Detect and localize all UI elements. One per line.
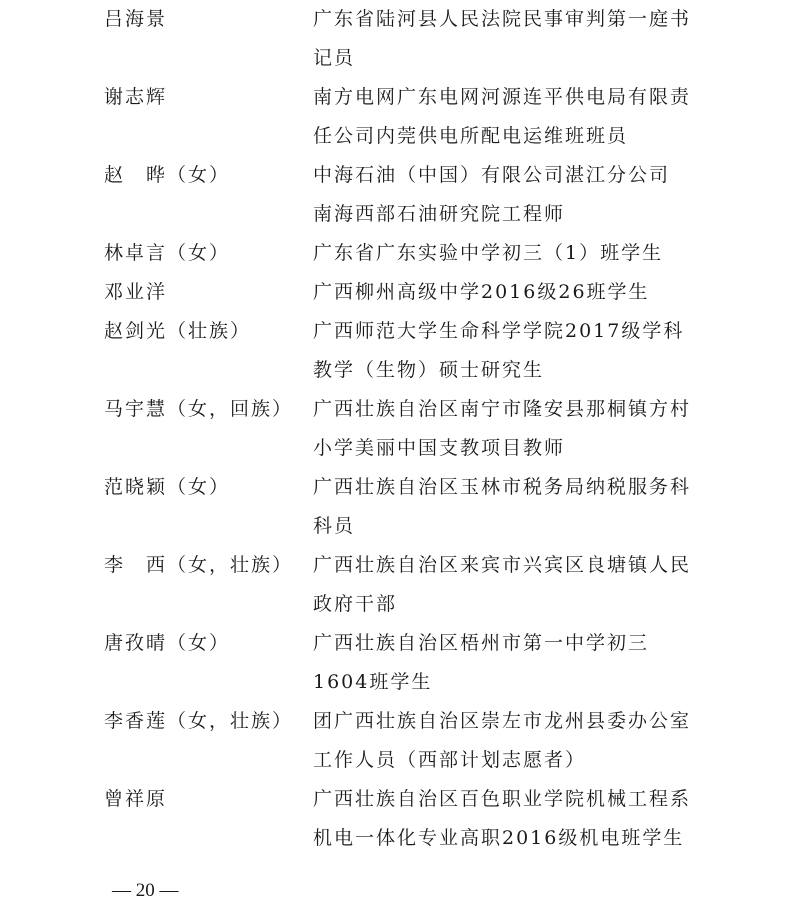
description-line: 广西壮族自治区百色职业学院机械工程系 [313, 788, 692, 810]
person-name: 马宇慧（女，回族） [104, 398, 294, 420]
list-item [0, 156, 793, 234]
description-line: 广东省广东实验中学初三（1）班学生 [313, 242, 664, 264]
description-line: 科员 [313, 515, 356, 537]
list-item [0, 702, 793, 780]
description-line: 团广西壮族自治区崇左市龙州县委办公室 [313, 710, 692, 732]
description-line: 政府干部 [313, 593, 398, 615]
list-item [0, 468, 793, 546]
description-line: 广西壮族自治区梧州市第一中学初三 [313, 632, 650, 654]
person-name: 李 西（女，壮族） [104, 554, 294, 576]
list-item [0, 273, 793, 312]
list-item [0, 234, 793, 273]
person-description [313, 234, 693, 273]
person-name: 曾祥原 [104, 788, 168, 810]
list-item [0, 780, 793, 858]
person-name: 吕海景 [104, 8, 168, 30]
person-description [313, 624, 693, 702]
person-description [313, 0, 693, 78]
person-name: 唐孜晴（女） [104, 632, 231, 654]
description-line: 南方电网广东电网河源连平供电局有限责 [313, 86, 692, 108]
description-line: 1604班学生 [313, 671, 433, 693]
description-line: 广西柳州高级中学2016级26班学生 [313, 281, 650, 303]
description-line: 工作人员（西部计划志愿者） [313, 749, 587, 771]
list-item [0, 78, 793, 156]
person-description [313, 546, 693, 624]
person-name: 李香莲（女，壮族） [104, 710, 294, 732]
description-line: 南海西部石油研究院工程师 [313, 203, 566, 225]
person-description [313, 78, 693, 156]
person-name: 谢志辉 [104, 86, 168, 108]
person-name: 赵剑光（壮族） [104, 320, 252, 342]
person-description [313, 390, 693, 468]
page-number: — 20 — [112, 880, 179, 901]
description-line: 广西壮族自治区南宁市隆安县那桐镇方村 [313, 398, 692, 420]
list-item [0, 390, 793, 468]
description-line: 教学（生物）硕士研究生 [313, 359, 545, 381]
person-description [313, 468, 693, 546]
description-line: 机电一体化专业高职2016级机电班学生 [313, 827, 685, 849]
person-description [313, 312, 693, 390]
description-line: 广西壮族自治区玉林市税务局纳税服务科 [313, 476, 692, 498]
person-description [313, 702, 693, 780]
list-item [0, 312, 793, 390]
description-line: 记员 [313, 47, 356, 69]
list-item [0, 624, 793, 702]
description-line: 任公司内莞供电所配电运维班班员 [313, 125, 629, 147]
person-description [313, 273, 693, 312]
person-description [313, 780, 693, 858]
person-name: 林卓言（女） [104, 242, 231, 264]
description-line: 中海石油（中国）有限公司湛江分公司 [313, 164, 671, 186]
description-line: 广东省陆河县人民法院民事审判第一庭书 [313, 8, 692, 30]
list-item [0, 546, 793, 624]
person-name: 邓业洋 [104, 281, 168, 303]
description-line: 小学美丽中国支教项目教师 [313, 437, 566, 459]
person-name: 范晓颖（女） [104, 476, 231, 498]
description-line: 广西师范大学生命科学学院2017级学科 [313, 320, 685, 342]
person-name: 赵 晔（女） [104, 164, 231, 186]
description-line: 广西壮族自治区来宾市兴宾区良塘镇人民 [313, 554, 692, 576]
list-item [0, 0, 793, 78]
person-description [313, 156, 693, 234]
